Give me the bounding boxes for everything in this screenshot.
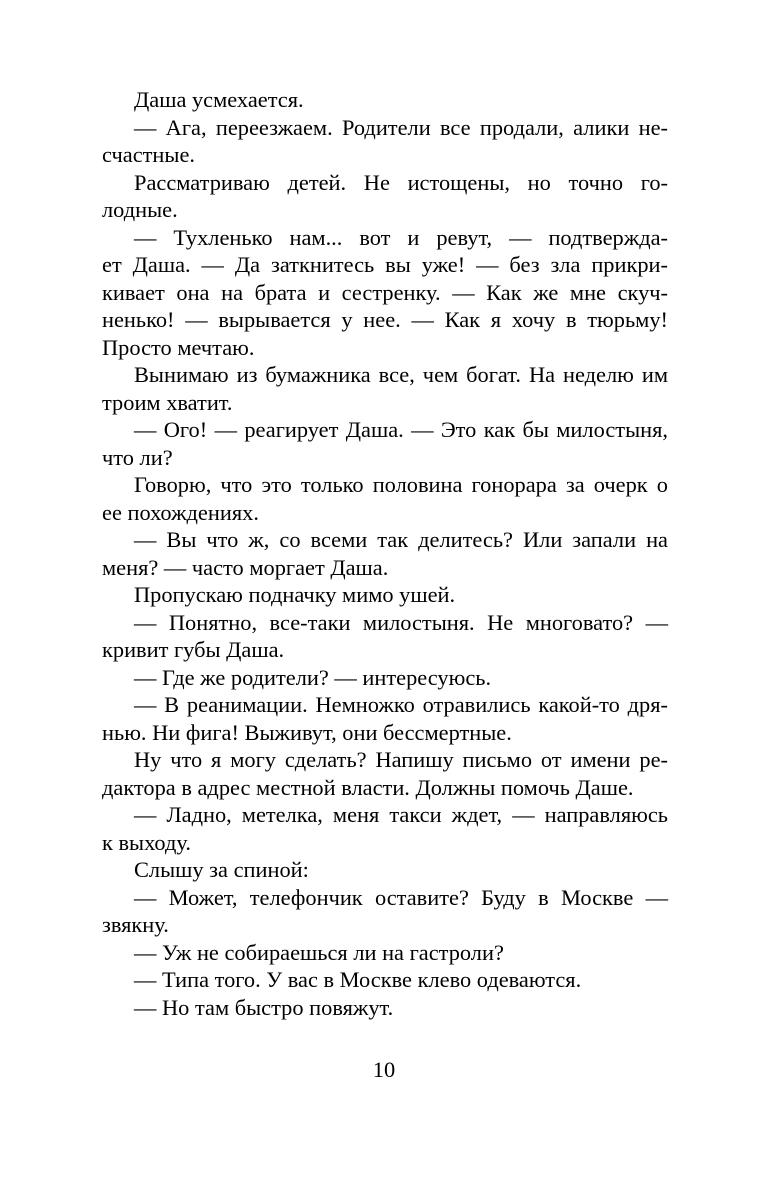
paragraph	[102, 169, 668, 224]
text-line: ет Даша. — Да заткнитесь вы уже! — без зла прикри-	[102, 252, 668, 277]
text-line: Слышу за спиной:	[134, 857, 309, 882]
paragraph	[102, 966, 668, 994]
text-line: Вынимаю из бумажника все, чем богат. На неделю им	[134, 362, 668, 387]
text-line: — Ладно, метелка, меня такси ждет, — направляюсь	[134, 802, 668, 827]
text-line: — Тухленько нам... вот и ревут, — подтвержда-	[134, 224, 668, 250]
paragraph	[102, 691, 668, 746]
text-line: лодные.	[102, 197, 178, 222]
paragraph	[102, 801, 668, 856]
text-line: Говорю, что это только половина гонорара за очерк о	[134, 472, 668, 497]
text-line: — Ага, переезжаем. Родители все продали, алики не-	[134, 114, 668, 140]
text-line: — Понятно, все-таки милостыня. Не многовато? —	[134, 609, 668, 635]
text-line: ее похождениях.	[102, 499, 259, 525]
paragraph	[102, 526, 668, 581]
text-line: кривит губы Даша.	[102, 637, 285, 662]
paragraph	[102, 609, 668, 664]
paragraph	[102, 581, 668, 609]
text-line: к выходу.	[102, 829, 191, 855]
text-line: дактора в адрес местной власти. Должны помочь Даше.	[102, 774, 634, 800]
paragraph	[102, 86, 668, 114]
text-line: счастные.	[102, 142, 195, 167]
paragraph	[102, 856, 668, 884]
paragraph	[102, 224, 668, 362]
text-line: — Может, телефончик оставите? Буду в Москве —	[134, 884, 668, 910]
text-line: ненько! — вырывается у нее. — Как я хочу в тюрьму!	[102, 307, 668, 332]
text-line: — Типа того. У вас в Москве клево одеваются.	[134, 967, 582, 992]
body-text	[102, 86, 668, 1021]
paragraph	[102, 884, 668, 939]
paragraph	[102, 114, 668, 169]
text-line: — Ого! — реагирует Даша. — Это как бы милостыня,	[134, 417, 668, 442]
text-line: меня? — часто моргает Даша.	[102, 554, 389, 580]
text-line: Пропускаю подначку мимо ушей.	[134, 582, 456, 607]
text-line: звякну.	[102, 912, 169, 937]
paragraph	[102, 361, 668, 416]
text-line: Даша усмехается.	[134, 87, 304, 112]
paragraph	[102, 994, 668, 1022]
text-line: — Уж не собираешься ли на гастроли?	[134, 939, 504, 965]
paragraph	[102, 939, 668, 967]
page-number: 10	[372, 1057, 396, 1082]
paragraph	[102, 746, 668, 801]
text-line: — Но там быстро повяжут.	[134, 994, 394, 1020]
text-line: Ну что я могу сделать? Напишу письмо от имени ре-	[134, 747, 668, 772]
text-line: — В реанимации. Немножко отравились какой-то дря-	[134, 692, 668, 717]
paragraph	[102, 664, 668, 692]
text-line: Рассматриваю детей. Не истощены, но точно го-	[134, 169, 668, 195]
text-line: что ли?	[102, 444, 173, 470]
text-line: — Вы что ж, со всеми так делитесь? Или запали на	[134, 527, 668, 552]
paragraph	[102, 416, 668, 471]
text-line: нью. Ни фига! Выживут, они бессмертные.	[102, 719, 512, 745]
text-line: Просто мечтаю.	[102, 334, 255, 360]
text-line: троим хватит.	[102, 389, 233, 415]
paragraph	[102, 471, 668, 526]
text-line: кивает она на брата и сестренку. — Как же мне скуч-	[102, 279, 668, 305]
text-line: — Где же родители? — интересуюсь.	[134, 664, 492, 690]
